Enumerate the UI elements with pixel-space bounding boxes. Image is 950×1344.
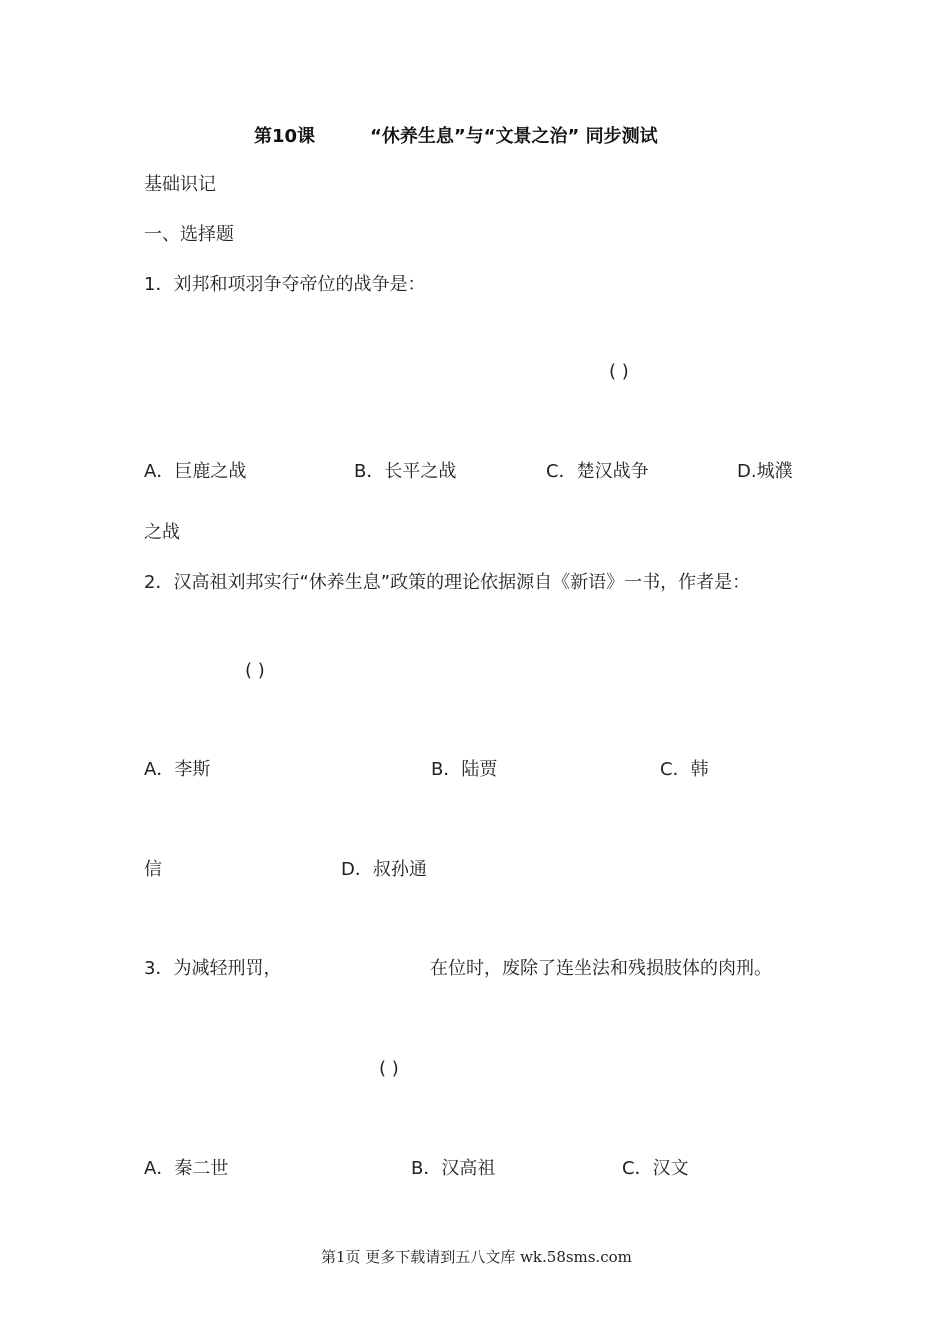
answer-blank: ( ) [379,1058,399,1079]
lesson-number: 第10课 [254,126,316,147]
option-b: B．长平之战 [354,461,457,482]
page-title: “休养生息”与“文景之治” 同步测试 [370,126,658,147]
question-stem: 1．刘邦和项羽争夺帝位的战争是： [144,274,426,295]
option-b: B．陆贾 [431,759,498,780]
option-a: A．李斯 [144,759,211,780]
question-stem-start: 3．为减轻刑罚， [144,958,282,979]
option-a: A．秦二世 [144,1158,229,1179]
question-stem-end: 在位时，废除了连坐法和残损肢体的肉刑。 [430,958,772,979]
option-c: C．韩 [660,759,709,780]
answer-blank: ( ) [245,660,265,681]
option-d-wrap: 之战 [144,522,180,543]
option-a: A．巨鹿之战 [144,461,247,482]
option-c: C．汉文 [622,1158,689,1179]
page-footer: 第1页 更多下载请到五八文库 wk.58sms.com [321,1248,632,1266]
answer-blank: ( ) [609,361,629,382]
section-label: 基础识记 [144,174,216,195]
part-label: 一、选择题 [144,224,234,245]
question-stem: 2．汉高祖刘邦实行“休养生息”政策的理论依据源自《新语》一书，作者是： [144,572,751,593]
option-d: D.城濮 [737,461,793,482]
option-c-wrap: 信 [144,859,162,880]
option-d: D．叔孙通 [341,859,427,880]
option-b: B．汉高祖 [411,1158,496,1179]
option-c: C．楚汉战争 [546,461,649,482]
